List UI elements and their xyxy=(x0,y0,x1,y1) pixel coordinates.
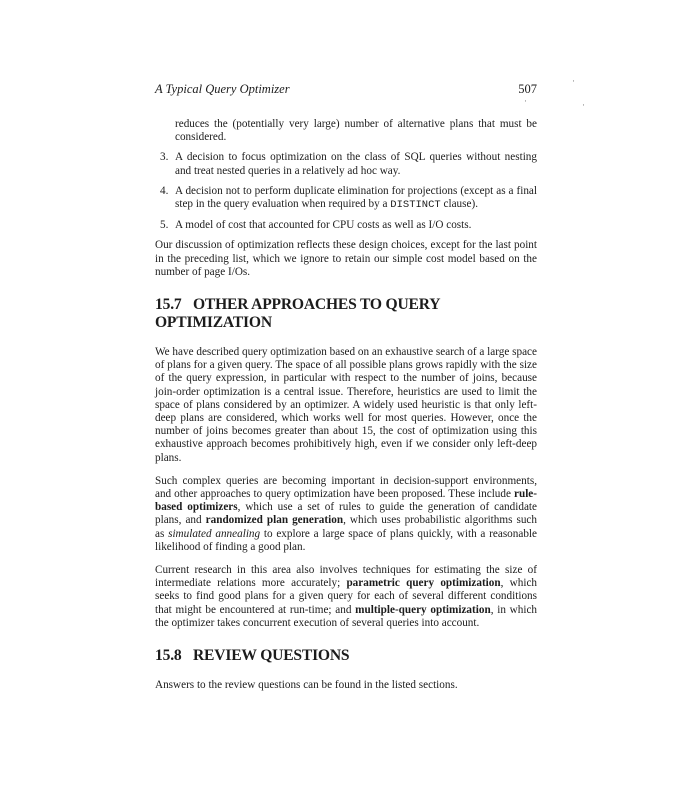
scan-speck: · xyxy=(572,76,575,86)
section-number: 15.8 xyxy=(155,647,182,665)
section-15-7-paragraph-3 xyxy=(155,564,537,630)
section-15-8-paragraph: Answers to the review questions can be found in the listed sections. xyxy=(155,679,458,692)
list-item xyxy=(155,151,537,177)
bold-term: rule-based optimizers xyxy=(155,488,537,514)
text-run: , which use a set of rules to guide the generation of candidate plans, and xyxy=(155,501,537,527)
section-title: OTHER APPROACHES TO QUERY OPTIMIZATION xyxy=(155,296,440,332)
text-run: Such complex queries are becoming important in decision-support environments, and other approaches to query optimization have been proposed. These include xyxy=(155,474,537,501)
list-item-text: A decision not to perform duplicate elimination for projections (except as a final step in the query evaluation when required by a xyxy=(175,184,537,211)
list-item-number: 5. xyxy=(160,219,169,232)
section-heading-15-8 xyxy=(155,647,537,665)
list-item xyxy=(155,219,537,232)
list-item xyxy=(155,185,537,212)
bold-term: multiple-query optimization xyxy=(355,603,491,616)
section-heading-15-7 xyxy=(155,296,537,332)
continued-list-item: reduces the (potentially very large) number of alternative plans that must be considered. xyxy=(175,118,537,144)
text-run: to explore a large space of plans quickly, with a reasonable likelihood of finding a good plan. xyxy=(155,527,537,553)
design-choices-list xyxy=(155,151,537,232)
section-title: REVIEW QUESTIONS xyxy=(193,647,350,665)
page-body xyxy=(155,118,537,702)
bold-term: randomized plan generation xyxy=(205,514,344,527)
list-item-text: A model of cost that accounted for CPU costs as well as I/O costs. xyxy=(175,219,472,232)
italic-term: simulated annealing xyxy=(168,527,261,540)
text-run: , in which the optimizer takes concurrent execution of several queries into account. xyxy=(155,603,538,629)
list-item-number: 3. xyxy=(160,151,169,164)
section-number: 15.7 xyxy=(155,296,182,314)
scan-speck: · xyxy=(582,100,585,110)
section-15-7-paragraph-2 xyxy=(155,475,537,554)
text-run: , which uses probabilistic algorithms such as xyxy=(155,514,537,540)
summary-paragraph: Our discussion of optimization reflects these design choices, except for the last point in the preceding list, which we ignore to retain our simple cost model based on the number of page I/Os. xyxy=(155,239,537,278)
distinct-keyword: DISTINCT xyxy=(390,199,441,212)
scan-speck: · xyxy=(524,96,527,106)
list-item-text: A decision to focus optimization on the class of SQL queries without nesting and treat nested queries in a relatively ad hoc way. xyxy=(175,151,537,177)
running-title: A Typical Query Optimizer xyxy=(155,82,290,96)
list-item-number: 4. xyxy=(160,184,169,197)
page-number: 507 xyxy=(518,82,537,96)
bold-term: parametric query optimization xyxy=(346,577,501,590)
text-run: , which seeks to find good plans for a given query for each of several different conditions that might be encountered at run-time; and xyxy=(155,577,538,616)
list-item-text-end: clause). xyxy=(440,198,478,211)
text-run: Current research in this area also involves techniques for estimating the size of intermediate relations more accurately; xyxy=(155,564,537,590)
section-15-7-paragraph-1: We have described query optimization based on an exhaustive search of a large space of plans for a given query. The space of all possible plans grows rapidly with the size of the query expression, in particular with respect to the number of joins, because join-order optimization is a central issue. Therefore, heuristics are used to limit the space of plans considered by an optimizer. A widely used heuristic is that only left-deep plans are considered, which works well for most queries. However, once the number of joins becomes greater than about 15, the cost of optimization using this exhaustive approach becomes prohibitively high, even if we consider only left-deep plans. xyxy=(155,346,537,464)
